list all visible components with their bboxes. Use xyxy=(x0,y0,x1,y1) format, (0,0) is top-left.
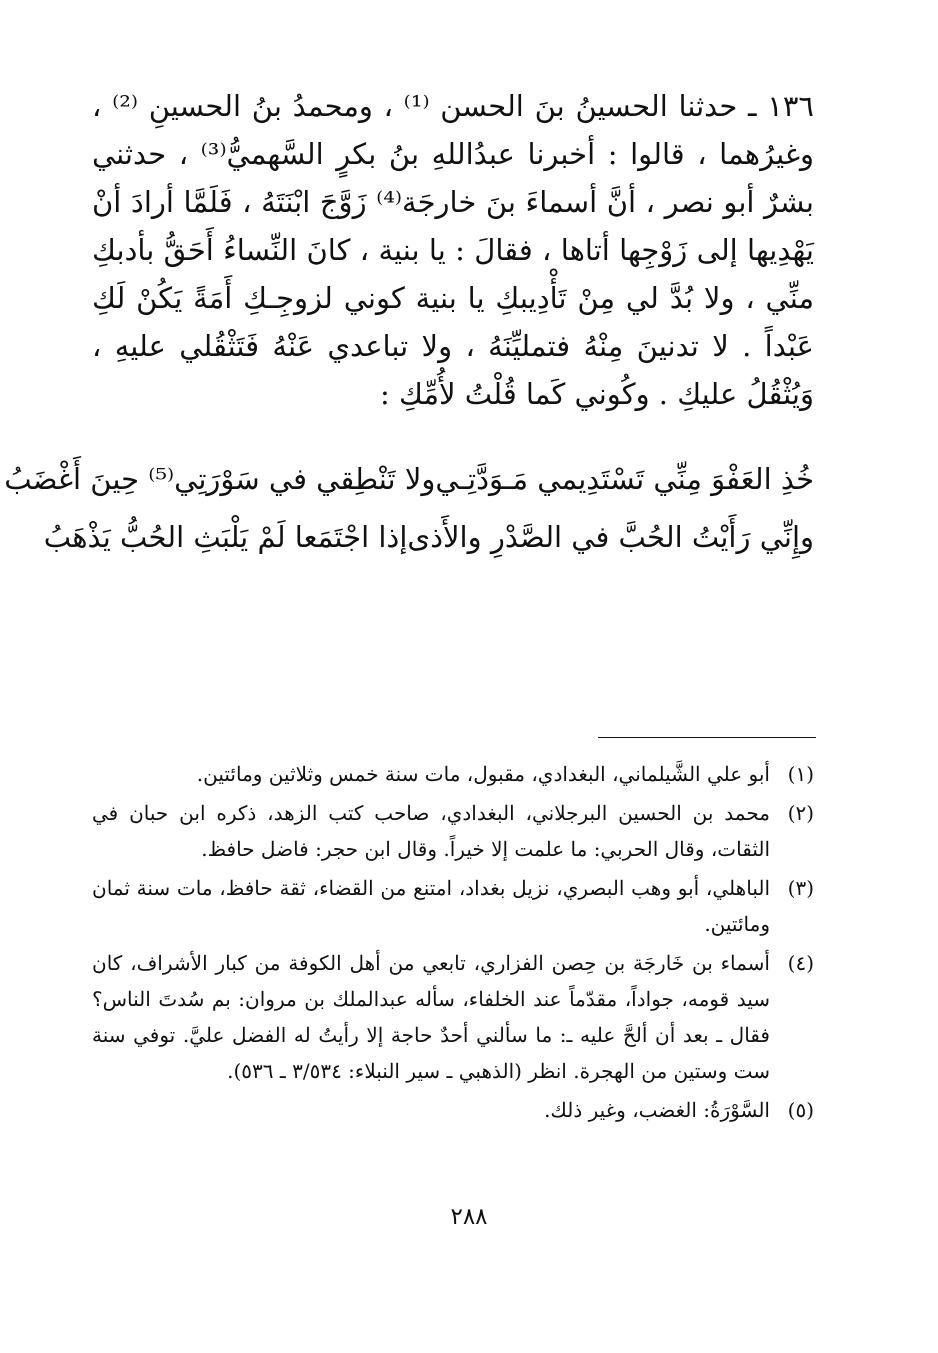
footnote-number: (٤) xyxy=(787,951,814,975)
verse-first-hemistich: خُذِ العَفْوَ مِنِّي تَسْتَدِيمي مَـوَدَّتِـي xyxy=(435,462,814,496)
hadith-paragraph: ١٣٦ ـ حدثنا الحسينُ بنَ الحسن ⁽¹⁾ ، ومحمدُ بنُ الحسينِ ⁽²⁾ ، وغيرُهما ، قالوا : أخبرنا عبدُاللهِ بنُ بكرٍ السَّهميُّ⁽³⁾ ، حدثني بشرٌ أبو نصر ، أنَّ أسماءَ بنَ خارجَة⁽⁴⁾ زَوَّجَ ابْنَتَهُ ، فَلَمَّا أرادَ أنْ يَهْدِيها إلى زَوْجِها أتاها ، فقالَ : يا بنية ، كانَ النِّساءُ أَحَقُّ بأدبكِ منِّي ، ولا بُدَّ لي مِنْ تَأْدِيبكِ يا بنية كوني لزوجِـكِ أَمَةً يَكُنْ لَكِ عَبْداً . لا تدنينَ مِنْهُ فتمليِّنَهُ ، ولا تباعدي عَنْهُ فَتَثْقُلي عليهِ ، وَيُثْقُلُ عليكِ . وكُوني كَما قُلْتُ لأُمِّكِ : xyxy=(92,89,815,411)
footnote-text: أسماء بن خَارجَة بن حِصن الفزاري، تابعي من أهل الكوفة من كبار الأشراف، كان سيد قومه، جواداً، مقدّماً عند الخلفاء، سأله عبدالملك بن مروان: بم سُدتَ الناس؟ فقال ـ بعد أن ألحَّ عليه ـ: ما سألني أحدٌ حاجة إلا رأيتُ له الفضل عليَّ. توفي سنة ست وستين من الهجرة. انظر (الذهبي ـ سير النبلاء: ٣/٥٣٤ ـ ٥٣٦). xyxy=(92,951,770,1083)
footnote-number: (٥) xyxy=(787,1098,814,1122)
footnote-number: (١) xyxy=(787,762,814,786)
footnote xyxy=(92,870,814,942)
verse-second-hemistich: إذا اجْتَمَعا لَمْ يَلْبَثِ الحُبُّ يَذْهَبُ xyxy=(43,520,408,554)
page-number: ٢٨٨ xyxy=(450,1204,488,1230)
verse-line xyxy=(43,508,814,566)
verse-first-hemistich: وإِنِّي رَأَيْتُ الحُبَّ في الصَّدْرِ والأَذى xyxy=(407,520,814,554)
verse-second-hemistich: ولا تَنْطِقي في سَوْرَتِي⁽⁵⁾ حِينَ أَغْضَبُ xyxy=(4,462,436,496)
footnote-number: (٢) xyxy=(787,801,814,825)
footnote-number: (٣) xyxy=(787,876,814,900)
footnote-text: أبو علي الشَّيلماني، البغدادي، مقبول، مات سنة خمس وثلاثين ومائتين. xyxy=(196,762,770,786)
footnote-text: السَّوْرَةُ: الغضب، وغير ذلك. xyxy=(544,1098,770,1122)
footnote-text: الباهلي، أبو وهب البصري، نزيل بغداد، امتنع من القضاء، ثقة حافظ، مات سنة ثمان ومائتين. xyxy=(92,876,770,936)
footnote xyxy=(92,945,814,1089)
footnote xyxy=(92,756,814,792)
verse-line xyxy=(4,450,814,508)
footnote xyxy=(92,1092,814,1128)
main-text xyxy=(92,82,814,418)
footnotes xyxy=(92,756,814,1131)
footnote-separator xyxy=(598,737,816,738)
footnote xyxy=(92,795,814,867)
footnote-text: محمد بن الحسين البرجلاني، البغدادي، صاحب كتب الزهد، ذكره ابن حبان في الثقات، وقال الحربي: ما علمت إلا خيراً. وقال ابن حجر: فاضل حافظ. xyxy=(92,801,770,861)
poem xyxy=(4,450,814,566)
